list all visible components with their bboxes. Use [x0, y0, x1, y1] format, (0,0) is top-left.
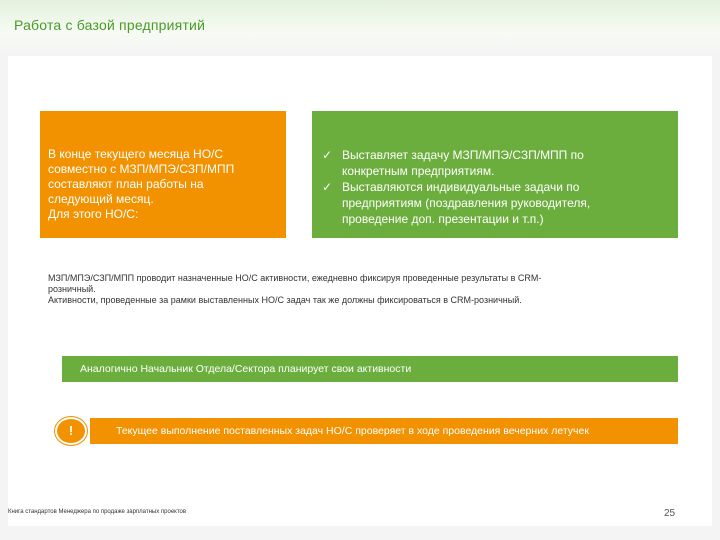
- footer-caption: Книга стандартов Менеджера по продаже зарплатных проектов: [8, 509, 187, 515]
- orange-info-box: [40, 111, 286, 238]
- control-bar: Текущее выполнение поставленных задач НО/С проверяет в ходе проведения вечерних летучек: [90, 418, 678, 444]
- header-band: [0, 0, 720, 56]
- checkmark-icon: ✓: [322, 180, 333, 194]
- note-line: МЗП/МПЭ/СЗП/МПП проводит назначенные НО/С активности, ежедневно фиксируя проведенные результаты в CRM-: [48, 273, 542, 283]
- orange-box-line: составляют план работы на: [48, 177, 204, 191]
- manager-activity-bar: Аналогично Начальник Отдела/Сектора планирует свои активности: [62, 356, 678, 382]
- checkmark-icon: ✓: [322, 148, 333, 162]
- checklist-line: проведение доп. презентации и т.п.): [342, 212, 544, 226]
- page-number: 25: [664, 508, 676, 519]
- crm-note: [48, 273, 678, 306]
- checklist-line: Выставляет задачу МЗП/МПЭ/СЗП/МПП по: [342, 148, 584, 162]
- orange-box-line: В конце текущего месяца НО/С: [48, 147, 224, 161]
- checklist-line: предприятиям (поздравления руководителя,: [342, 196, 591, 210]
- orange-box-line: Для этого НО/С:: [48, 207, 139, 221]
- checklist-item: [318, 179, 670, 227]
- green-info-box: [312, 111, 678, 238]
- note-line: розничный.: [48, 284, 96, 294]
- checklist-item: [318, 147, 670, 179]
- checklist-line: конкретным предприятиям.: [342, 164, 495, 178]
- page-title: Работа с базой предприятий: [14, 17, 206, 33]
- exclamation-icon: !: [55, 417, 87, 445]
- checklist-line: Выставляются индивидуальные задачи по: [342, 180, 580, 194]
- note-line: Активности, проведенные за рамки выставленных НО/С задач так же должны фиксироваться в CRM-розничный.: [48, 295, 522, 305]
- orange-box-line: совместно с МЗП/МПЭ/СЗП/МПП: [48, 162, 235, 176]
- orange-box-line: следующий месяц.: [48, 192, 154, 206]
